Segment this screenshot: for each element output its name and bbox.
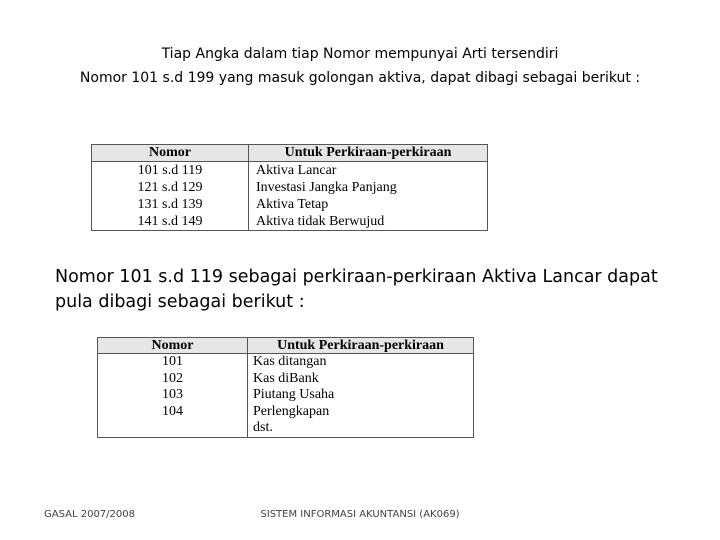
perkiraan-cell: dst.: [253, 420, 273, 435]
nomor-cell: [98, 420, 248, 437]
table-row: [98, 387, 474, 404]
table-row: [98, 371, 474, 388]
heading-line-2: Nomor 101 s.d 199 yang masuk golongan aktiva, dapat dibagi sebagai berikut :: [79, 70, 641, 86]
table-row: [98, 404, 474, 421]
perkiraan-cell: Perlengkapan: [253, 403, 330, 419]
perkiraan-cell: Piutang Usaha: [253, 387, 335, 402]
table-row: [92, 179, 488, 196]
nomor-cell: 104: [98, 404, 248, 421]
table-row: [92, 213, 488, 231]
perkiraan-cell: Aktiva tidak Berwujud: [256, 214, 385, 229]
nomor-cell: 102: [98, 371, 248, 388]
current-assets-table: [97, 337, 474, 438]
column-header-perkiraan: Untuk Perkiraan-perkiraan: [248, 338, 474, 354]
perkiraan-cell: Kas diBank: [253, 370, 319, 386]
nomor-cell: 121 s.d 129: [92, 179, 249, 196]
footer-course-title: SISTEM INFORMASI AKUNTANSI (AK069): [260, 509, 460, 520]
column-header-nomor: Nomor: [92, 145, 249, 162]
nomor-cell: 101: [98, 354, 248, 371]
nomor-cell: 103: [98, 387, 248, 404]
nomor-cell: 141 s.d 149: [92, 213, 249, 231]
table-row: [98, 420, 474, 437]
footer-semester: GASAL 2007/2008: [44, 509, 135, 520]
table-row: [92, 196, 488, 213]
nomor-cell: 131 s.d 139: [92, 196, 249, 213]
account-range-table: [91, 144, 488, 231]
perkiraan-cell: Aktiva Tetap: [256, 197, 329, 212]
perkiraan-cell: Aktiva Lancar: [256, 163, 337, 178]
perkiraan-cell: Investasi Jangka Panjang: [256, 180, 397, 195]
table-header-row: [98, 338, 474, 354]
body-paragraph: Nomor 101 s.d 119 sebagai perkiraan-perkiraan Aktiva Lancar dapat pula dibagi sebagai berikut :: [55, 267, 658, 312]
table-row: [92, 162, 488, 180]
perkiraan-cell: Kas ditangan: [253, 354, 327, 369]
column-header-perkiraan: Untuk Perkiraan-perkiraan: [249, 145, 488, 162]
nomor-cell: 101 s.d 119: [92, 162, 249, 180]
heading-line-1: Tiap Angka dalam tiap Nomor mempunyai Arti tersendiri: [161, 46, 559, 62]
table-row: [98, 354, 474, 371]
table-header-row: [92, 145, 488, 162]
column-header-nomor: Nomor: [98, 338, 248, 354]
